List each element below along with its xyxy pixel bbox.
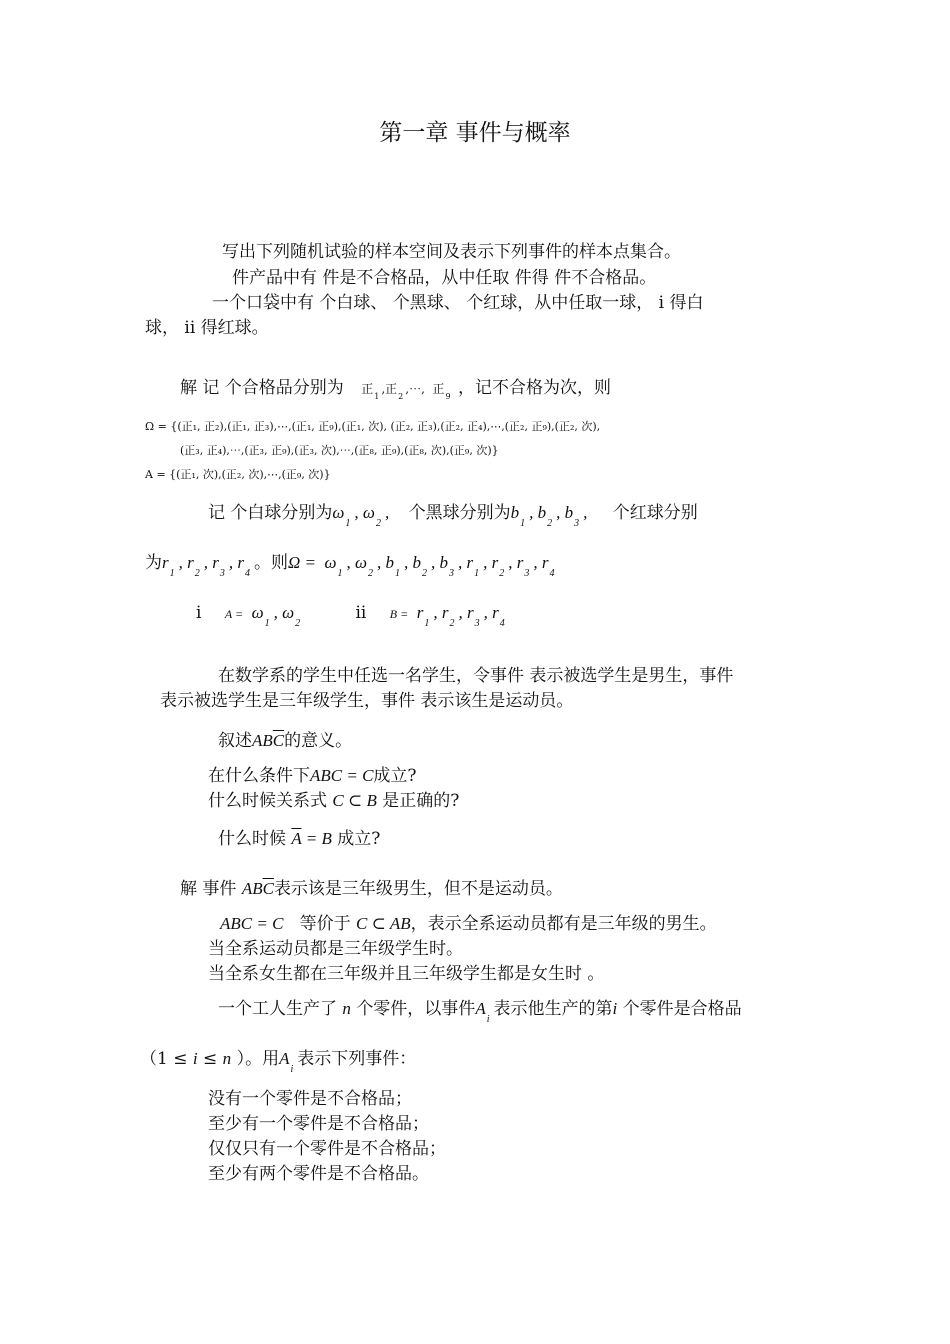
p3-line2-text-c: ）。用	[236, 1049, 280, 1069]
p3-line1-text-b: 个零件，以事件	[356, 999, 476, 1019]
p3-line1-text-d: 个零件是合格品	[622, 999, 742, 1019]
solution2-line3: 当全系运动员都是三年级学生时。	[208, 939, 463, 959]
p3-line2-text-a: （1 ≤	[140, 1049, 188, 1069]
problem2-question1: 叙述$AB\overline{C}$的意义。	[218, 731, 353, 751]
p3-line1-text-c: 表示他生产的第	[493, 999, 613, 1019]
problem2-question4: 什么时候 $\overline{A} = B$ 成立?	[218, 829, 381, 849]
s1-text-a: 解 事件	[180, 879, 237, 899]
solution1-line3-text-a: 为	[145, 553, 162, 573]
case-ii-label: ii	[355, 603, 367, 623]
p3-line2-text-b: ≤	[203, 1049, 218, 1069]
case-i-label: i	[196, 603, 202, 623]
solution1-line2-text-c: 个红球分别	[612, 503, 698, 523]
problem1-item2a: 一个口袋中有 个白球、 个黑球、 个红球，从中任取一球， i 得白	[212, 293, 704, 313]
p3-line1-text-a: 一个工人生产了	[218, 999, 337, 1019]
solution1-line1-text-b: ，记不合格为次，则	[458, 378, 612, 398]
chapter-title: 第一章 事件与概率	[379, 120, 571, 146]
solution1-line3: 为$r_1$, $r_2$, $r_3$, $r_4$。则$\Omega = \omega_1$, $\omega_2$, $b_1$, $b_2$, $b_3$, $r_1$, $r_2$, $r_3$, $r_4$	[145, 553, 555, 579]
solution1-cases: i $A = \omega_1$, $\omega_2$ ii $B = r_1$, $r_2$, $r_3$, $r_4$	[196, 603, 505, 629]
pass-items-list: 正$_1$,正$_2$,⋯, 正$_9$	[361, 382, 451, 401]
problem2-question3: 什么时候关系式 C ⊂ B 是正确的?	[208, 791, 460, 811]
problem3-event3: 仅仅只有一个零件是不合格品；	[208, 1139, 446, 1159]
problem3-event4: 至少有两个零件是不合格品。	[208, 1164, 429, 1184]
event-a-set: A = {(正₁, 次),(正₂, 次),⋯,(正₉, 次)}	[145, 468, 331, 481]
problem2-line1: 在数学系的学生中任选一名学生，令事件 表示被选学生是男生，事件	[218, 666, 734, 686]
q3-text-a: 什么时候关系式	[208, 791, 327, 811]
q4-text-b: 成立?	[337, 829, 381, 849]
problem1-item1: 件产品中有 件是不合格品，从中任取 件得 件不合格品。	[232, 268, 657, 288]
problem3-line1: 一个工人生产了 n 个零件，以事件$A_i$表示他生产的第i 个零件是合格品	[218, 999, 742, 1025]
s2-text-b: ，表示全系运动员都有是三年级的男生。	[410, 914, 717, 934]
solution2-line1: 解 事件 $AB\overline{C}$表示该是三年级男生，但不是运动员。	[180, 879, 563, 899]
solution1-line2-text-b: 个黑球分别为	[408, 503, 511, 523]
problem2-question2: 在什么条件下ABC = C成立?	[208, 766, 417, 786]
q2-text-a: 在什么条件下	[208, 766, 310, 786]
solution2-line4: 当全系女生都在三年级并且三年级学生都是女生时 。	[208, 964, 605, 984]
omega-set-row1: Ω = {(正₁, 正₂),(正₁, 正₃),⋯,(正₁, 正₉),(正₁, 次), (正₂, 正₃),(正₂, 正₄),⋯,(正₂, 正₉),(正₂, 次),	[145, 420, 601, 433]
q3-text-b: 是正确的?	[382, 791, 460, 811]
problem3-event1: 没有一个零件是不合格品；	[208, 1089, 412, 1109]
problem1-item2b: 球， ii 得红球。	[145, 318, 269, 338]
p3-line2-text-d: 表示下列事件：	[297, 1049, 417, 1069]
solution1-line1	[180, 377, 611, 399]
q1-text-b: 的意义。	[284, 731, 353, 751]
q1-text-a: 叙述	[218, 731, 252, 751]
problem3-line2: （1 ≤ i ≤ n ）。用$A_i$表示下列事件：	[140, 1049, 417, 1075]
s2-text-a: 等价于	[299, 914, 351, 934]
problem2-line2: 表示被选学生是三年级学生，事件 表示该生是运动员。	[160, 691, 574, 711]
solution1-line2: 记 个白球分别为$\omega_1$, $\omega_2$, 个黑球分别为$b_1$, $b_2$, $b_3$, 个红球分别	[208, 503, 698, 529]
problem1-intro: 写出下列随机试验的样本空间及表示下列事件的样本点集合。	[222, 242, 681, 262]
solution1-line1-text-a: 解 记 个合格品分别为	[180, 378, 344, 398]
solution1-line3-text-b: 。则	[254, 553, 288, 573]
problem3-event2: 至少有一个零件是不合格品；	[208, 1114, 429, 1134]
solution1-line2-text-a: 记 个白球分别为	[208, 503, 333, 523]
q2-text-b: 成立?	[373, 766, 417, 786]
q4-text-a: 什么时候	[218, 829, 286, 849]
s1-text-b: 表示该是三年级男生，但不是运动员。	[273, 879, 563, 899]
solution2-line2: ABC = C 等价于 C ⊂ AB，表示全系运动员都有是三年级的男生。	[220, 914, 717, 934]
omega-set-row2: (正₃, 正₄),⋯,(正₃, 正₉),(正₃, 次),⋯,(正₈, 正₉),(正₈, 次),(正₉, 次)}	[180, 444, 499, 457]
